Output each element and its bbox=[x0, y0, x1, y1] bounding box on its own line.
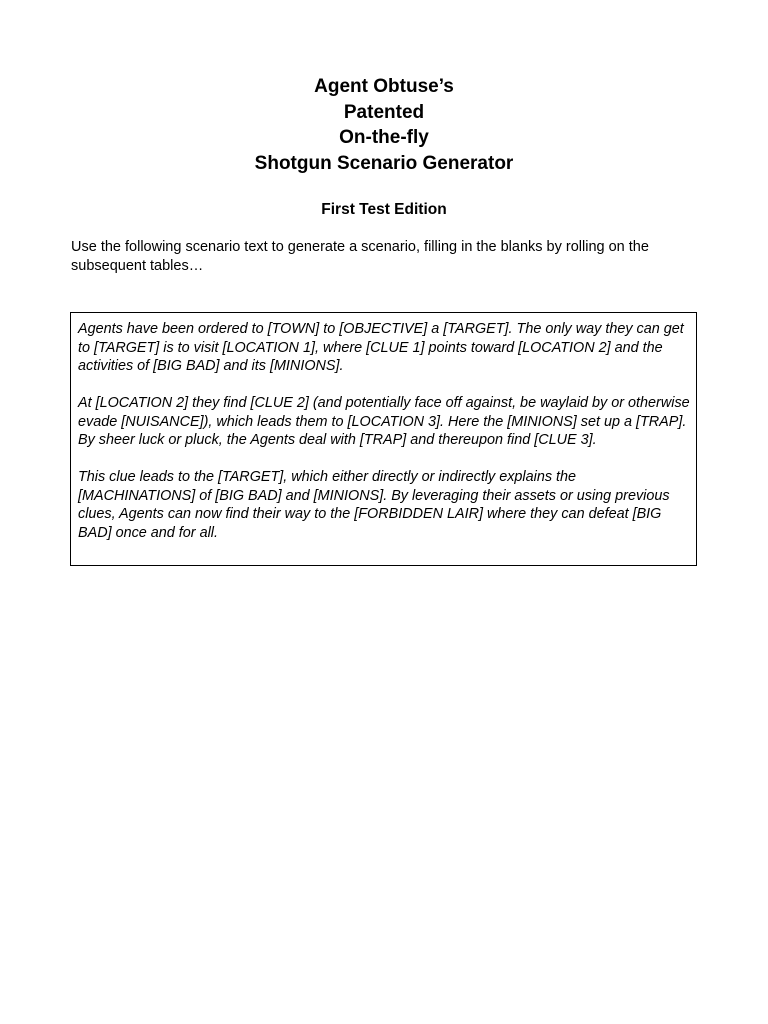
document-title bbox=[0, 74, 768, 176]
scenario-paragraph-1: Agents have been ordered to [TOWN] to [OBJECTIVE] a [TARGET]. The only way they can get to [TARGET] is to visit [LOCATION 1], where [CLUE 1] points toward [LOCATION 2] and the activities of [BIG BAD] and its [MINIONS]. bbox=[78, 321, 684, 374]
title-line-2: Patented bbox=[343, 101, 425, 123]
title-line-4: Shotgun Scenario Generator bbox=[254, 152, 514, 174]
title-line-3: On-the-fly bbox=[339, 127, 429, 148]
intro-paragraph: Use the following scenario text to generate a scenario, filling in the blanks by rolling on the subsequent tables… bbox=[71, 239, 649, 274]
scenario-paragraph-3: This clue leads to the [TARGET], which either directly or indirectly explains the [MACHINATIONS] of [BIG BAD] and [MINIONS]. By leveraging their assets or using previous clues, Agents can now find their way to the [FORBIDDEN LAIR] where they can defeat [BIG BAD] once and for all. bbox=[78, 469, 670, 541]
scenario-paragraph-2: At [LOCATION 2] they find [CLUE 2] (and potentially face off against, be waylaid by or otherwise evade [NUISANCE]), which leads them to [LOCATION 3]. Here the [MINIONS] set up a [TRAP]. By sheer luck or pluck, the Agents deal with [TRAP] and thereupon find [CLUE 3]. bbox=[78, 395, 690, 448]
edition-subtitle: First Test Edition bbox=[321, 201, 447, 218]
title-line-1: Agent Obtuse’s bbox=[314, 76, 454, 97]
scenario-text-box bbox=[70, 312, 697, 566]
